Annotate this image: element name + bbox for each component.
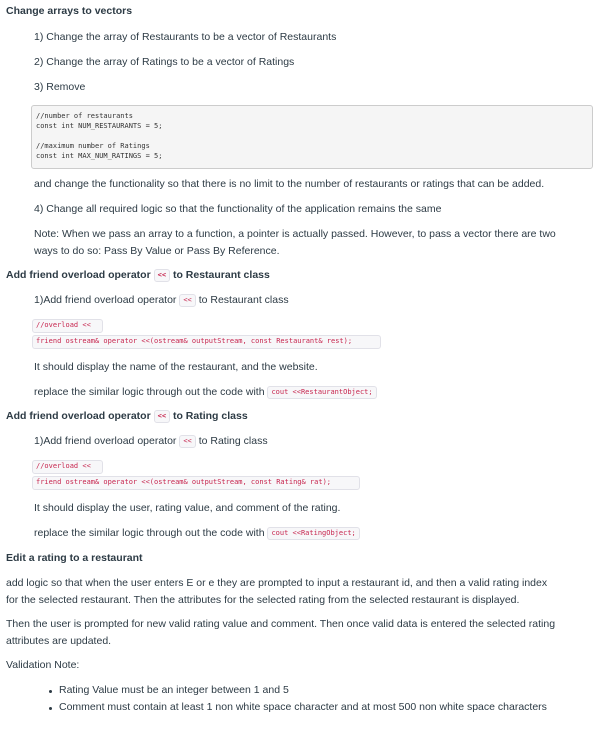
rating-op-item-1: [34, 435, 268, 448]
code-line: //number of restaurants: [36, 112, 133, 120]
validation-bullet-1: Rating Value must be an integer between 1 and 5: [59, 684, 289, 696]
arrays-note-line-1: Note: When we pass an array to a function, a pointer is actually passed. However, to pass a vector there are two: [34, 228, 556, 240]
item-text: to Rating class: [198, 435, 268, 447]
rating-op-code-declaration: friend ostream& operator <<(ostream& outputStream, const Rating& rat);: [36, 478, 332, 486]
section-title-edit-rating: Edit a rating to a restaurant: [6, 552, 143, 564]
rating-op-display: It should display the user, rating value, and comment of the rating.: [34, 502, 341, 514]
restaurant-op-display: It should display the name of the restaurant, and the website.: [34, 361, 318, 373]
operator-code: <<: [179, 435, 195, 448]
rating-op-replace: [34, 527, 360, 540]
arrays-item-3: 3) Remove: [34, 81, 86, 93]
item-text: 1)Add friend overload operator: [34, 294, 177, 306]
replace-text: replace the similar logic through out the code with: [34, 527, 265, 539]
title-text: to Rating class: [172, 410, 248, 422]
code-line: //maximum number of Ratings: [36, 142, 150, 150]
constants-code-block: [31, 105, 593, 169]
item-text: 1)Add friend overload operator: [34, 435, 177, 447]
section-title-rating-operator: [6, 410, 248, 423]
operator-code: <<: [154, 269, 170, 282]
arrays-note-line-2: ways to do so: Pass By Value or Pass By Reference.: [34, 245, 280, 257]
validation-note-title: Validation Note:: [6, 659, 80, 671]
validation-bullet-2: Comment must contain at least 1 non white space character and at most 500 non white space characters: [59, 701, 547, 713]
edit-rating-para-1-line-2: for the selected restaurant. Then the attributes for the selected rating from the selected restaurant is displayed.: [6, 594, 520, 606]
edit-rating-para-2-line-1: Then the user is prompted for new valid rating value and comment. Then once valid data is entered the selected rating: [6, 618, 556, 630]
item-text: to Restaurant class: [198, 294, 289, 306]
bullet-dot: [49, 707, 52, 710]
replace-text: replace the similar logic through out the code with: [34, 386, 265, 398]
arrays-item-4: 4) Change all required logic so that the functionality of the application remains the same: [34, 203, 442, 215]
title-text: Add friend overload operator: [6, 410, 151, 422]
edit-rating-para-1-line-1: add logic so that when the user enters E or e they are prompted to input a restaurant id, and then a valid rating index: [6, 577, 548, 589]
operator-code: <<: [154, 410, 170, 423]
operator-code: <<: [179, 294, 195, 307]
edit-rating-para-2-line-2: attributes are updated.: [6, 635, 112, 647]
restaurant-op-code-comment: //overload <<: [36, 321, 91, 329]
code-line: const int MAX_NUM_RATINGS = 5;: [36, 152, 163, 160]
replace-code: cout <<RatingObject;: [267, 527, 359, 540]
arrays-item-1: 1) Change the array of Restaurants to be a vector of Restaurants: [34, 31, 337, 43]
title-text: to Restaurant class: [172, 269, 270, 281]
restaurant-op-replace: [34, 386, 377, 399]
replace-code: cout <<RestaurantObject;: [267, 386, 376, 399]
arrays-item-2: 2) Change the array of Ratings to be a vector of Ratings: [34, 56, 295, 68]
restaurant-op-item-1: [34, 294, 289, 307]
section-title-restaurant-operator: [6, 269, 270, 282]
section-title-arrays: Change arrays to vectors: [6, 5, 133, 17]
bullet-dot: [49, 690, 52, 693]
code-line: const int NUM_RESTAURANTS = 5;: [36, 122, 163, 130]
rating-op-code-comment: //overload <<: [36, 462, 91, 470]
title-text: Add friend overload operator: [6, 269, 151, 281]
arrays-after-code: and change the functionality so that there is no limit to the number of restaurants or ratings that can be added.: [34, 178, 545, 190]
restaurant-op-code-declaration: friend ostream& operator <<(ostream& outputStream, const Restaurant& rest);: [36, 337, 353, 345]
